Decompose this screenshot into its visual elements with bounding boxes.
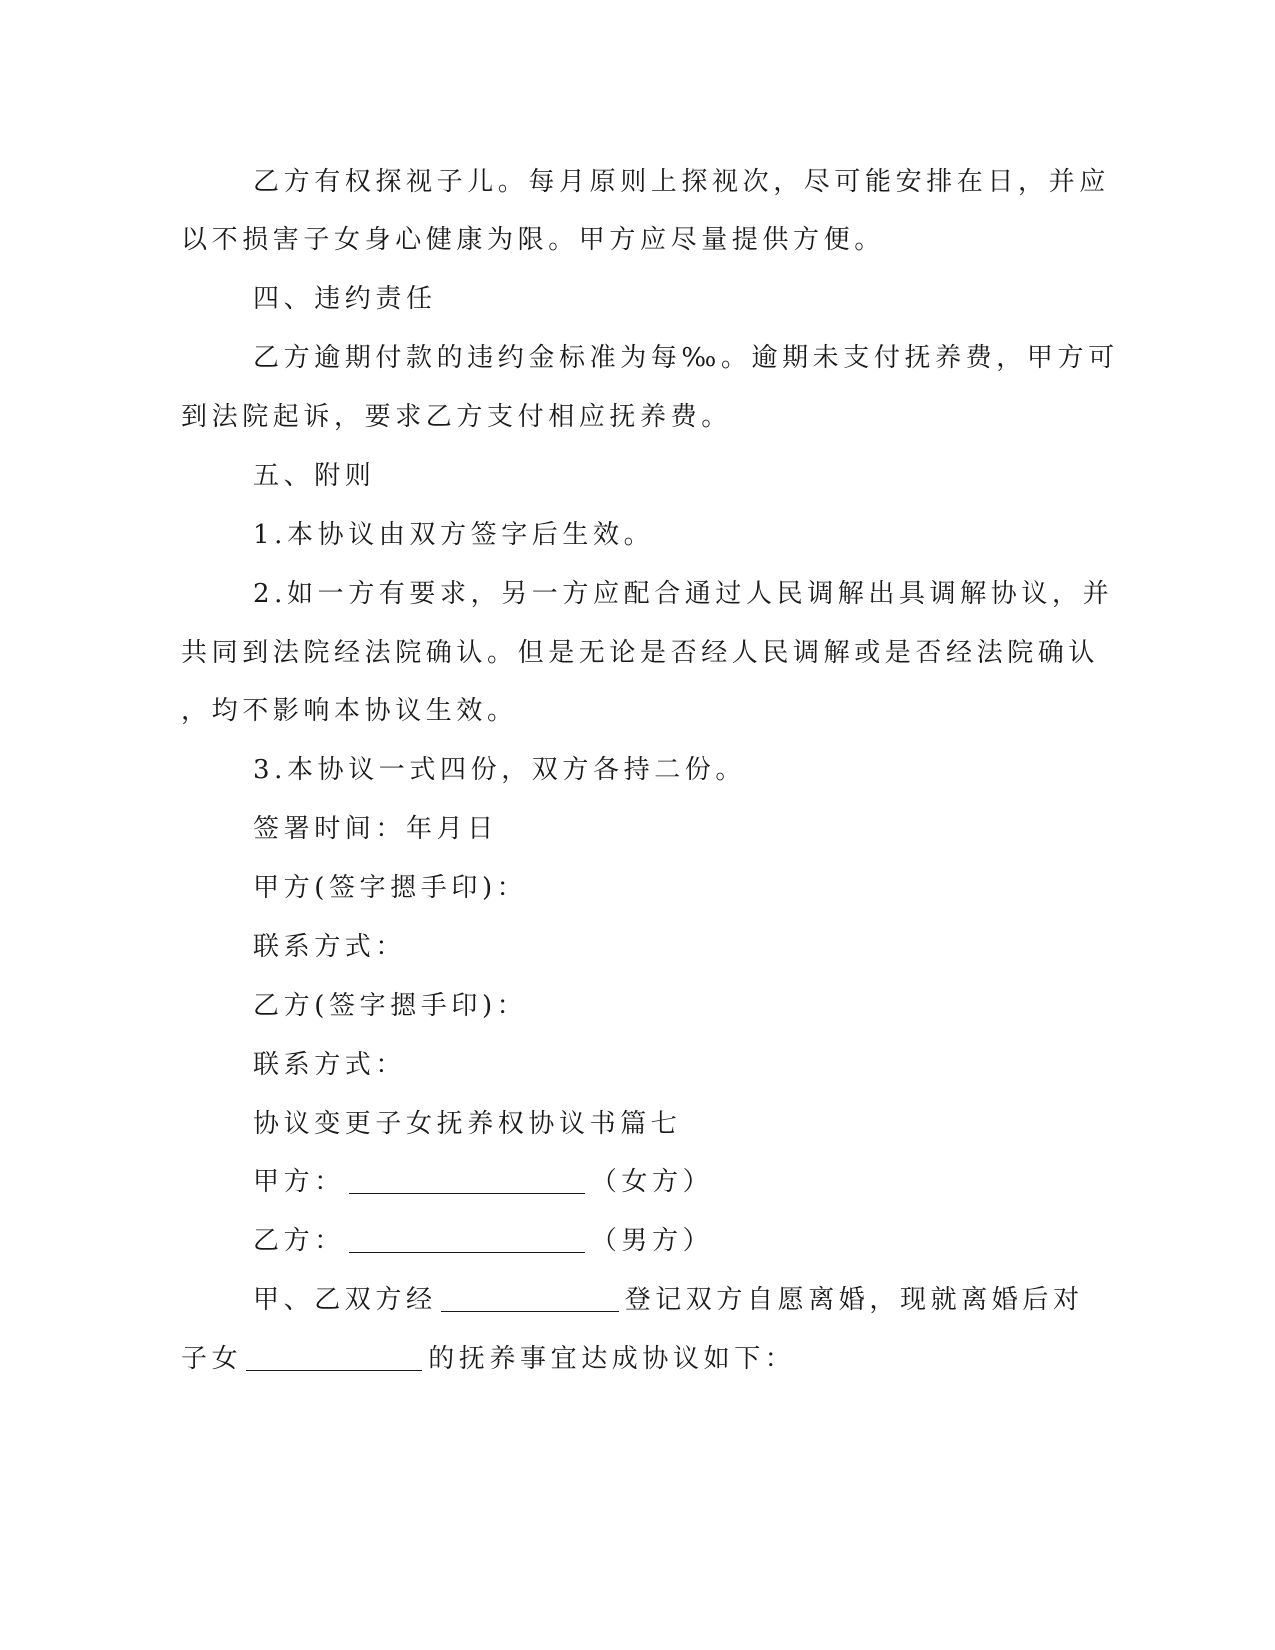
child-name-blank[interactable] [246,1344,422,1371]
registration-office-blank[interactable] [441,1285,619,1312]
clause-2-line-2: 共同到法院经法院确认。但是无论是否经人民调解或是否经法院确认 [181,638,1100,668]
party-b-name-blank[interactable] [349,1226,585,1253]
section-heading-supplementary: 五、附则 [253,461,376,491]
paragraph-visitation-line-1: 乙方有权探视子儿。每月原则上探视次，尽可能安排在日，并应 [253,167,1110,197]
clause-2-line-1: 2.如一方有要求，另一方应配合通过人民调解出具调解协议，并 [253,579,1114,609]
document-title-part-7: 协议变更子女抚养权协议书篇七 [253,1109,682,1139]
signing-date: 签署时间：年月日 [253,814,498,844]
child-line-suffix: 的抚养事宜达成协议如下： [428,1344,796,1374]
child-line-prefix: 子女 [181,1344,243,1374]
party-b-label: 乙方： [253,1226,345,1256]
paragraph-penalty-line-1: 乙方逾期付款的违约金标准为每‰。逾期未支付抚养费，甲方可 [253,343,1119,373]
party-a-contact: 联系方式： [253,932,407,962]
paragraph-visitation-line-2: 以不损害子女身心健康为限。甲方应尽量提供方便。 [181,225,885,255]
party-a-label: 甲方： [253,1167,345,1197]
party-b-suffix: （男方） [590,1226,714,1256]
party-b-line [253,1224,713,1258]
party-a-line [253,1165,713,1199]
paragraph-penalty-line-2: 到法院起诉，要求乙方支付相应抚养费。 [181,402,732,432]
divorce-line-prefix: 甲、乙双方经 [253,1285,437,1315]
child-agreement-line [181,1342,795,1376]
clause-3: 3.本协议一式四份，双方各持二份。 [253,755,747,785]
divorce-registration-line [253,1283,1084,1317]
clause-2-line-3: ，均不影响本协议生效。 [181,696,518,726]
divorce-line-suffix: 登记双方自愿离婚，现就离婚后对 [624,1285,1084,1315]
section-heading-breach: 四、违约责任 [253,284,437,314]
party-a-signature: 甲方(签字摁手印)： [253,873,528,903]
clause-1: 1.本协议由双方签字后生效。 [253,520,655,550]
party-b-signature: 乙方(签字摁手印)： [253,991,528,1021]
party-a-suffix: （女方） [590,1167,714,1197]
party-b-contact: 联系方式： [253,1050,407,1080]
party-a-name-blank[interactable] [349,1167,585,1194]
